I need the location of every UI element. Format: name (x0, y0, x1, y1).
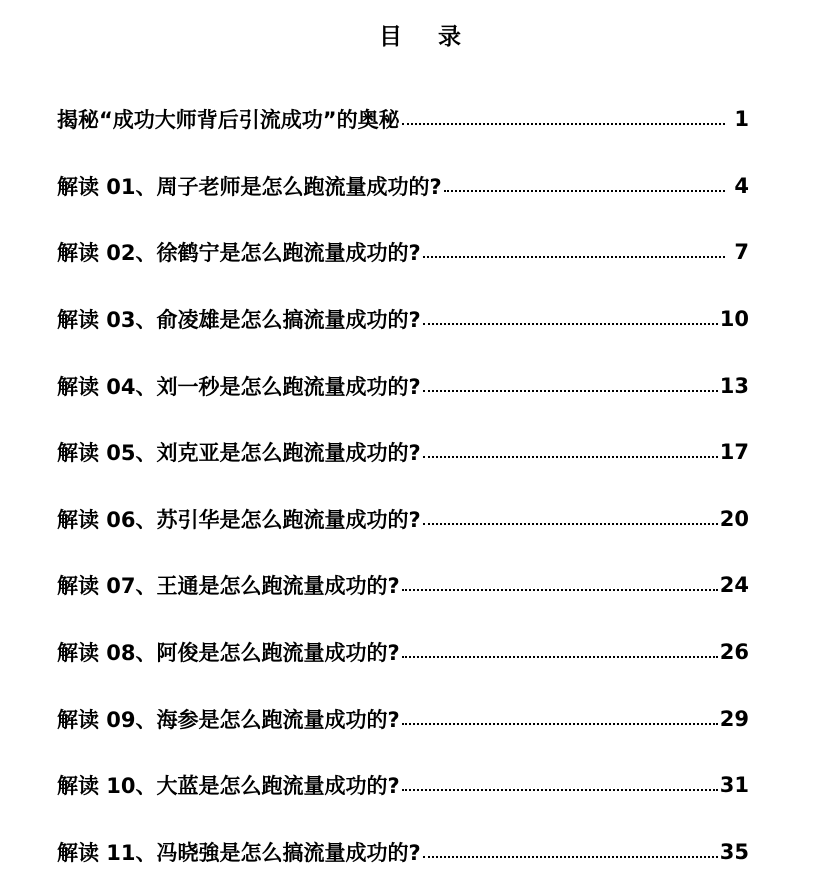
toc-entry-text: 解读 07、王通是怎么跑流量成功的? (57, 574, 400, 599)
toc-entry-text: 解读 08、阿俊是怎么跑流量成功的? (57, 641, 400, 666)
toc-page-number: 26 (719, 640, 749, 665)
dot-leader (402, 789, 718, 791)
toc-page-number: 17 (719, 440, 749, 465)
toc-page-number: 1 (734, 107, 749, 132)
toc-entry[interactable] (57, 219, 749, 286)
toc-page-number: 4 (734, 173, 749, 198)
dot-leader (423, 523, 718, 525)
toc-page-number: 31 (719, 773, 749, 798)
toc-entry-text: 解读 04、刘一秒是怎么跑流量成功的? (57, 374, 421, 399)
toc-title: 目 录 (378, 24, 475, 50)
toc-list (57, 86, 749, 885)
toc-page-number: 29 (719, 706, 749, 731)
toc-page-number: 10 (719, 307, 749, 332)
toc-entry[interactable] (57, 619, 749, 686)
toc-entry-text: 解读 10、大蓝是怎么跑流量成功的? (57, 774, 400, 799)
toc-entry-text: 解读 05、刘克亚是怎么跑流量成功的? (57, 441, 421, 466)
toc-page-number: 7 (734, 240, 749, 265)
toc-entry[interactable] (57, 153, 749, 220)
toc-entry[interactable] (57, 286, 749, 353)
dot-leader (423, 323, 718, 325)
toc-entry-text: 解读 06、苏引华是怎么跑流量成功的? (57, 507, 421, 532)
toc-entry-text: 揭秘“成功大师背后引流成功”的奥秘 (57, 108, 400, 133)
dot-leader (402, 123, 725, 125)
toc-entry[interactable] (57, 419, 749, 486)
dot-leader (402, 589, 718, 591)
toc-entry[interactable] (57, 819, 749, 885)
toc-page-number: 24 (719, 573, 749, 598)
toc-entry[interactable] (57, 685, 749, 752)
toc-entry-text: 解读 01、周子老师是怎么跑流量成功的? (57, 174, 442, 199)
toc-entry-text: 解读 03、俞凌雄是怎么搞流量成功的? (57, 308, 421, 333)
dot-leader (402, 656, 718, 658)
toc-page-number: 20 (719, 506, 749, 531)
toc-entry[interactable] (57, 752, 749, 819)
toc-page-number: 13 (719, 373, 749, 398)
toc-entry-text: 解读 02、徐鹤宁是怎么跑流量成功的? (57, 241, 421, 266)
dot-leader (423, 456, 718, 458)
toc-entry-text: 解读 09、海参是怎么跑流量成功的? (57, 707, 400, 732)
dot-leader (402, 723, 718, 725)
dot-leader (423, 856, 718, 858)
toc-page-number: 35 (719, 839, 749, 864)
dot-leader (423, 256, 725, 258)
toc-entry[interactable] (57, 352, 749, 419)
toc-entry[interactable] (57, 552, 749, 619)
toc-entry[interactable] (57, 86, 749, 153)
dot-leader (444, 190, 725, 192)
dot-leader (423, 390, 718, 392)
toc-entry[interactable] (57, 486, 749, 553)
toc-entry-text: 解读 11、冯晓強是怎么搞流量成功的? (57, 840, 421, 865)
